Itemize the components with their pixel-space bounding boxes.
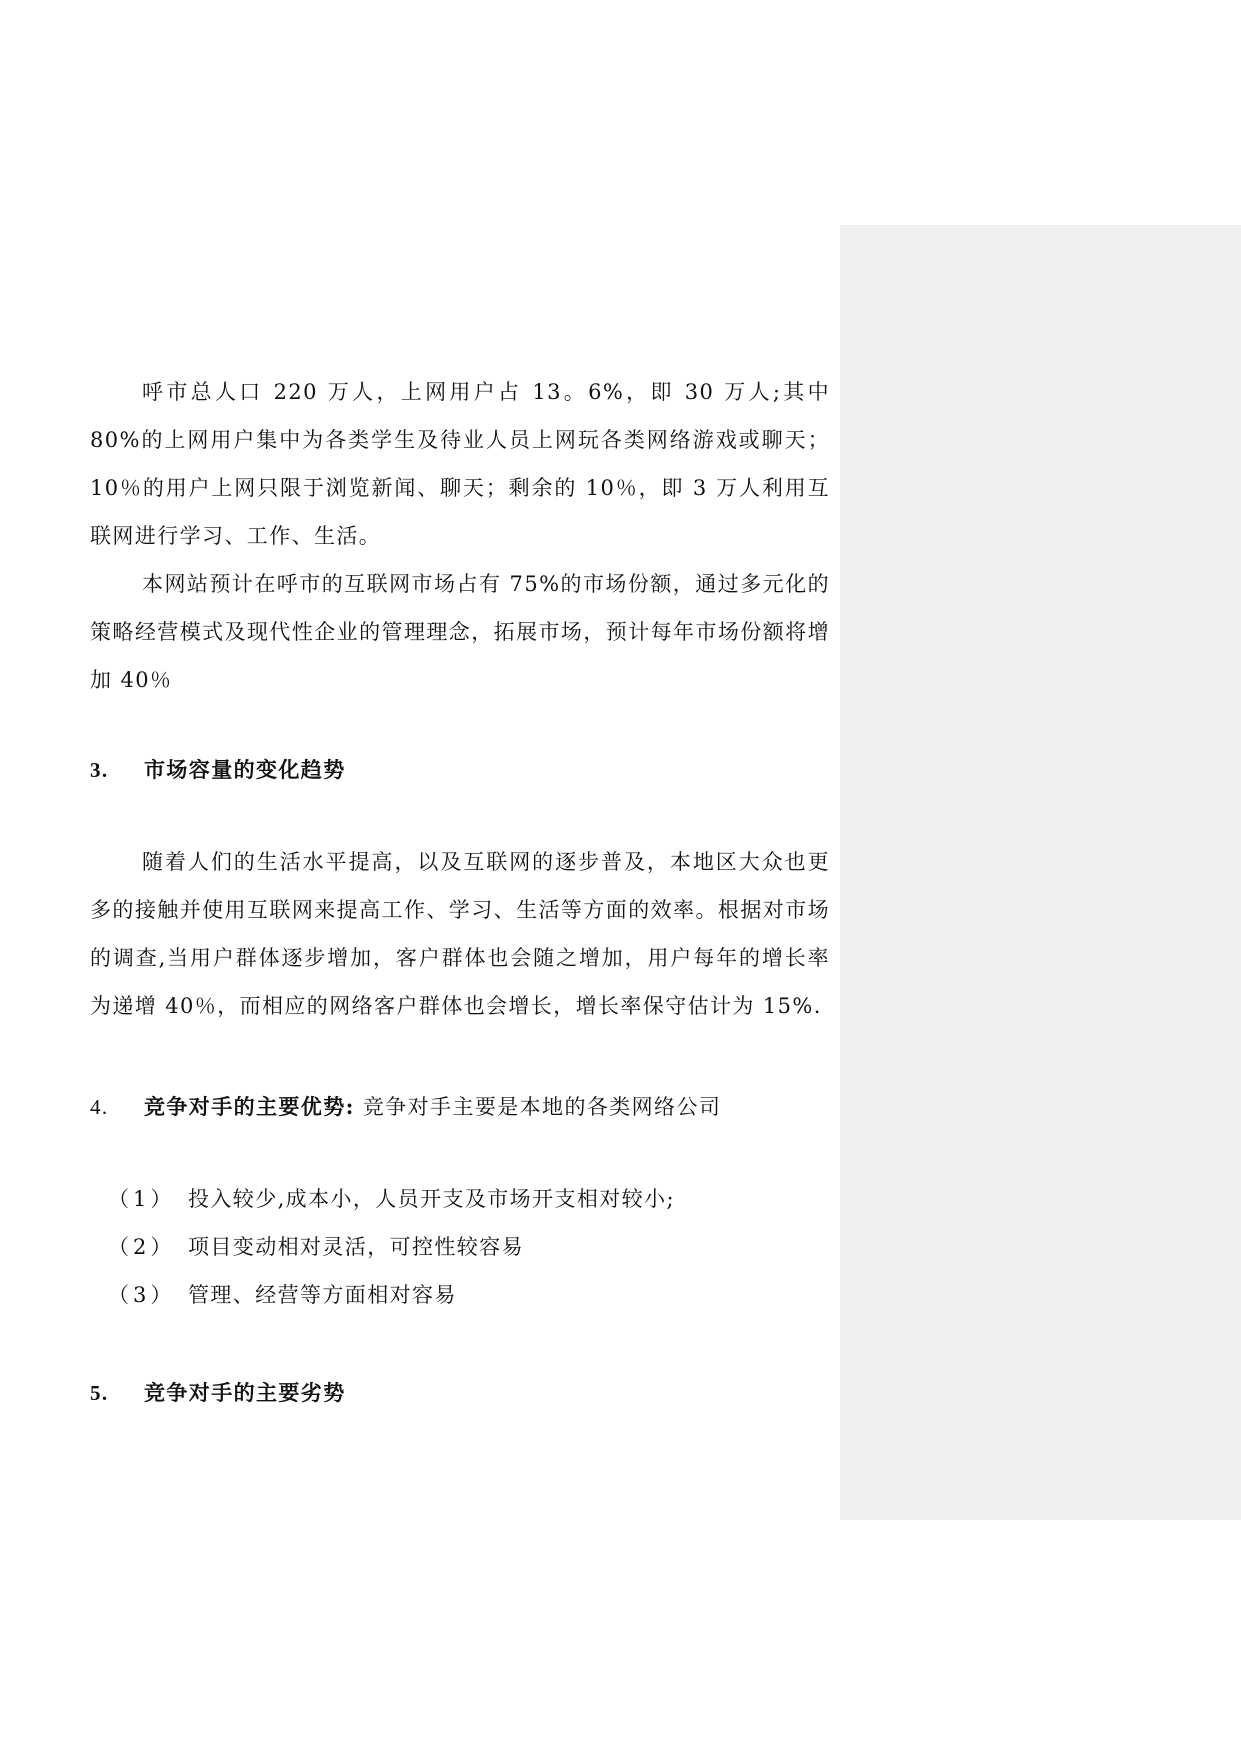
list-item xyxy=(108,1175,675,1223)
heading-title: 竞争对手的主要劣势 xyxy=(144,1380,346,1405)
list-item xyxy=(108,1271,675,1319)
heading-description: 竞争对手主要是本地的各类网络公司 xyxy=(354,1095,722,1119)
list-marker: （1） xyxy=(108,1187,176,1211)
list-item-text: 管理、经营等方面相对容易 xyxy=(188,1283,457,1307)
heading-number: 4. xyxy=(90,1095,109,1119)
heading-number: 3. xyxy=(90,758,109,782)
heading-market-capacity xyxy=(90,755,346,785)
list-item xyxy=(108,1223,675,1271)
list-marker: （3） xyxy=(108,1283,176,1307)
advantage-list xyxy=(108,1175,675,1319)
paragraph-market-trend: 随着人们的生活水平提高，以及互联网的逐步普及，本地区大众也更多的接触并使用互联网来提高工作、学习、生活等方面的效率。根据对市场的调查,当用户群体逐步增加，客户群体也会随之增加，用户每年的增长率为递增 40％，而相应的网络客户群体也会增长，增长率保守估计为 15%. xyxy=(90,850,830,1018)
heading-title: 市场容量的变化趋势 xyxy=(144,757,346,782)
paragraph-market-share: 本网站预计在呼市的互联网市场占有 75%的市场份额，通过多元化的策略经营模式及现代性企业的管理理念，拓展市场，预计每年市场份额将增加 40％ xyxy=(90,572,830,692)
heading-number: 5. xyxy=(90,1381,109,1405)
paragraph-population: 呼市总人口 220 万人，上网用户占 13。6%，即 30 万人;其中 80%的上网用户集中为各类学生及待业人员上网玩各类网络游戏或聊天；10％的用户上网只限于浏览新闻、聊天；剩余的 10％，即 3 万人利用互联网进行学习、工作、生活。 xyxy=(90,380,830,548)
heading-competitor-advantages xyxy=(90,1092,721,1122)
list-item-text: 投入较少,成本小，人员开支及市场开支相对较小; xyxy=(188,1187,675,1211)
list-marker: （2） xyxy=(108,1235,176,1259)
heading-competitor-disadvantages xyxy=(90,1378,346,1408)
list-item-text: 项目变动相对灵活，可控性较容易 xyxy=(188,1235,524,1259)
heading-title: 竞争对手的主要优势: xyxy=(144,1094,355,1119)
comment-pane xyxy=(840,225,1241,1520)
